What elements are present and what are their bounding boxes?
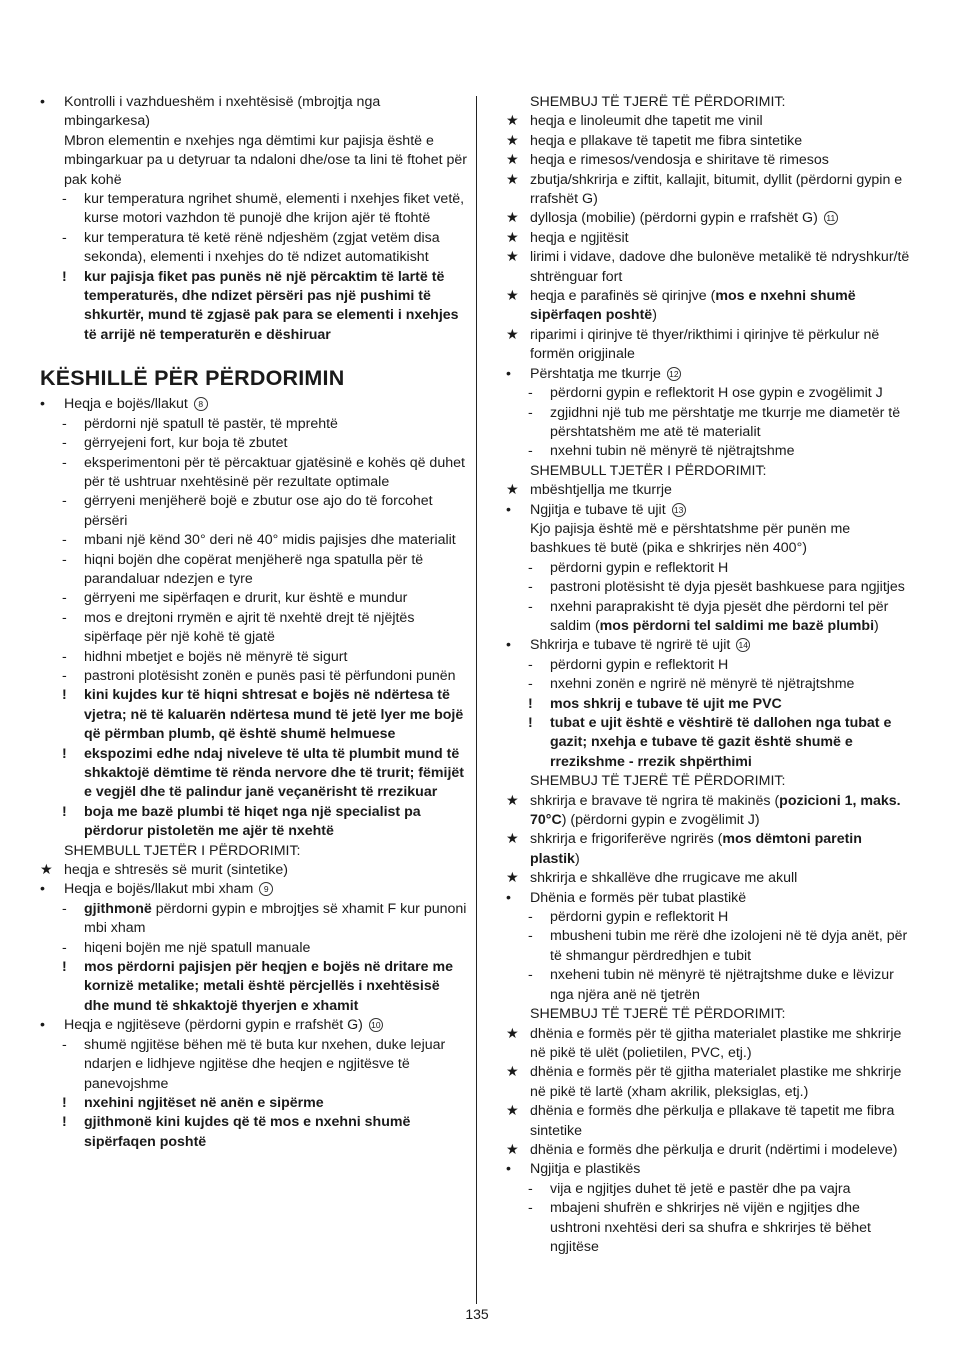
sub-item xyxy=(506,559,914,578)
example-item xyxy=(506,869,914,888)
paragraph xyxy=(40,842,468,861)
sub-item xyxy=(506,598,914,637)
list-marker: - xyxy=(528,1180,533,1197)
item-text: Dhënia e formës për tubat plastikë xyxy=(530,889,747,906)
list-marker: ★ xyxy=(506,831,519,848)
warning-item xyxy=(40,958,468,1016)
example-item xyxy=(506,481,914,500)
item-text: SHEMBULL TJETËR I PËRDORIMIT: xyxy=(64,842,301,859)
warning-item xyxy=(40,803,468,842)
sub-item xyxy=(40,454,468,493)
list-marker: - xyxy=(62,900,67,917)
list-marker: - xyxy=(528,909,533,926)
list-marker: • xyxy=(40,881,45,898)
warning-item xyxy=(506,714,914,772)
item-text: Mbron elementin e nxehjes nga dëmtimi kur pajisja është e mbingarkuar pa u detyruar ta ndaloni dhe/ose ta lini të ftohet për pak kohë xyxy=(64,132,468,188)
item-text: zgjidhni një tub me përshtatje me tkurrje me diametër të përshtatshëm me atë të materialit xyxy=(550,404,901,440)
list-marker: ! xyxy=(62,745,67,762)
item-text: lirimi i vidave, dadove dhe bulonëve metalikë të ndryshkur/të shtrënguar fort xyxy=(530,249,910,285)
list-marker: ★ xyxy=(506,870,519,887)
item-text: nxehni zonën e ngrirë në mënyrë të njëtrajtshme xyxy=(550,676,855,693)
item-text: gërryeni menjëherë bojë e zbutur ose ajo do të forcohet përsëri xyxy=(84,493,433,529)
sub-item xyxy=(40,589,468,608)
list-marker: ★ xyxy=(506,288,519,305)
item-text: shkrirja e frigoriferëve ngrirës (mos dëmtoni paretin plastik) xyxy=(530,831,862,867)
list-marker: ★ xyxy=(506,113,519,130)
figure-reference-number: 10 xyxy=(369,1018,383,1032)
list-marker: ★ xyxy=(506,229,519,246)
item-text: mos përdorni pajisjen për heqjen e bojës në dritare me kornizë metalike; metali është përcjellës i nxehtësisë dhe mund të shkaktojë thyerjen e xhamit xyxy=(84,959,453,1014)
item-text: kini kujdes kur të hiqni shtresat e bojës në ndërtesa të vjetra; në të kaluarën ndërtesa mund të jetë lyer me bojë që përmban plumb, që është shumë helmuese xyxy=(84,687,464,743)
item-text: kur temperatura ngrihet shumë, elementi i nxehjes fiket vetë, kurse motori vazhdon të punojë dhe krijon ajër të ftohtë xyxy=(84,191,465,227)
example-item xyxy=(506,1102,914,1141)
item-text: SHEMBUJ TË TJERË TË PËRDORIMIT: xyxy=(530,94,786,110)
warning-item xyxy=(40,745,468,803)
list-marker: ! xyxy=(62,1094,67,1111)
item-text: Heqja e bojës/llakut xyxy=(64,396,188,413)
item-text: SHEMBULL TJETËR I PËRDORIMIT: xyxy=(530,462,767,479)
item-text: Heqja e ngjitëseve (përdorni gypin e rrafshët G) xyxy=(64,1017,363,1034)
item-text: SHEMBUJ TË TJERË TË PËRDORIMIT: xyxy=(530,773,786,790)
warning-item xyxy=(40,268,468,346)
list-marker: - xyxy=(62,609,67,626)
list-marker: ★ xyxy=(506,1025,519,1042)
warning-item xyxy=(40,1094,468,1113)
item-text: shkrirja e bravave të ngrira të makinës (pozicioni 1, maks. 70°C) (përdorni gypin e zvogëlimit J) xyxy=(530,792,901,829)
list-marker: - xyxy=(62,939,67,956)
list-marker: • xyxy=(40,94,45,110)
example-item xyxy=(40,861,468,880)
sub-item xyxy=(40,492,468,531)
item-text: gërryeni me sipërfaqen e drurit, kur është e mundur xyxy=(84,590,408,607)
item-text: ekspozimi edhe ndaj niveleve të ulta të plumbit mund të shkaktojë dëmtime të rënda nervore dhe të trurit; fëmijët e vegjël dhe të palindur janë veçanërisht të rrezikuar xyxy=(84,745,465,801)
list-marker: ★ xyxy=(506,249,519,266)
list-marker: ! xyxy=(62,687,67,704)
item-text: nxehni tubin në mënyrë të njëtrajtshme xyxy=(550,443,795,460)
list-marker: - xyxy=(62,532,67,549)
item-text: heqja e pllakave të tapetit me fibra sintetike xyxy=(530,132,803,149)
item-text: heqja e linoleumit dhe tapetit me vinil xyxy=(530,113,763,130)
column-divider xyxy=(476,96,477,1304)
bullet-item xyxy=(40,880,468,899)
list-marker: • xyxy=(506,889,511,906)
item-text: gjithmonë kini kujdes që të mos e nxehni shumë sipërfaqen poshtë xyxy=(84,1114,411,1150)
figure-reference-number: 8 xyxy=(194,397,208,411)
item-text: nxehini ngjitëset në anën e sipërme xyxy=(84,1094,324,1111)
item-text: Kjo pajisja është më e përshtatshme për punën me bashkues të butë (pika e shkrirjes nën 400°) xyxy=(530,520,851,557)
sub-item xyxy=(506,1199,914,1257)
list-marker: ★ xyxy=(506,152,519,169)
item-text: boja me bazë plumbi të hiqet nga një specialist pa përdorur pistoletën me ajër të nxehtë xyxy=(84,803,421,840)
sub-item xyxy=(40,551,468,590)
item-text: mos shkrij e tubave të ujit me PVC xyxy=(550,695,782,712)
figure-reference-number: 13 xyxy=(672,503,686,517)
list-marker: ! xyxy=(62,959,67,976)
item-text: heqja e rimesos/vendosja e shiritave të rimesos xyxy=(530,152,829,169)
example-item xyxy=(506,248,914,287)
item-text: Ngjitja e tubave të ujit xyxy=(530,501,666,518)
paragraph xyxy=(506,1005,914,1024)
item-text: vija e ngjitjes duhet të jetë e pastër dhe pa vajra xyxy=(550,1180,851,1197)
list-marker: - xyxy=(528,967,533,984)
item-text: heqja e parafinës së qirinjve (mos e nxehni shumë sipërfaqen poshtë) xyxy=(530,288,856,324)
sub-item xyxy=(506,927,914,966)
list-marker: ★ xyxy=(506,1064,519,1081)
paragraph xyxy=(506,520,914,559)
list-marker: - xyxy=(62,454,67,471)
left-column xyxy=(40,93,468,1152)
item-text: Shkrirja e tubave të ngrirë të ujit xyxy=(530,637,731,654)
list-marker: - xyxy=(528,579,533,596)
item-text: përdorni gypin e reflektorit H ose gypin e zvogëlimit J xyxy=(550,385,883,402)
example-item xyxy=(506,112,914,131)
example-item xyxy=(506,792,914,831)
bullet-item xyxy=(506,365,914,384)
list-marker: - xyxy=(62,229,67,246)
list-marker: ★ xyxy=(506,482,519,499)
item-text: mbajeni shufrën e shkrirjes në vijën e ngjitjes dhe ushtroni nxehtësi deri sa shufra e shkrirjes të bëhet ngjitëse xyxy=(550,1200,871,1255)
item-text: nxeheni tubin në mënyrë të njëtrajtshme duke e lëvizur nga njëra anë në tjetrën xyxy=(550,967,894,1003)
sub-item xyxy=(40,609,468,648)
item-text: mbështjellja me tkurrje xyxy=(530,482,672,499)
item-text: mos e drejtoni rrymën e ajrit të nxehtë drejt të njëjtës sipërfaqe për një kohë të gjatë xyxy=(84,609,415,646)
item-text: zbutja/shkrirja e ziftit, kallajit, bitumit, dyllit (përdorni gypin e rrafshët G) xyxy=(530,171,903,208)
list-marker: • xyxy=(40,396,45,413)
item-text: dyllosja (mobilie) (përdorni gypin e rrafshët G) xyxy=(530,210,818,227)
item-text: heqja e shtresës së murit (sintetike) xyxy=(64,862,288,879)
list-marker: - xyxy=(62,648,67,665)
list-marker: • xyxy=(506,637,511,654)
list-marker: - xyxy=(62,590,67,607)
item-text: kur temperatura të ketë rënë ndjeshëm (zgjat vetëm disa sekonda), elementi i nxehjes do të ndizet automatikisht xyxy=(84,229,440,266)
item-text: mbusheni tubin me rërë dhe izolojeni në të dyja anët, për të shmangur përdredhjen e tubit xyxy=(550,928,908,964)
list-marker: ! xyxy=(528,715,533,731)
item-text: kur pajisja fiket pas punës në një përcaktim të lartë të temperaturës, dhe ndizet përsëri pas një pushimi të shkurtër, mund të zgjasë pak para se elementi i nxehjes të arrijë në temperaturën e dëshiruar xyxy=(84,268,459,343)
list-marker: ★ xyxy=(506,326,519,343)
bullet-item xyxy=(506,501,914,520)
item-text: pastroni plotësisht zonën e punës pasi të përfundoni punën xyxy=(84,667,456,684)
sub-item xyxy=(506,442,914,461)
item-text: nxehni paraprakisht të dyja pjesët dhe përdorni tel për saldim (mos përdorni tel saldimi me bazë plumbi) xyxy=(550,598,889,634)
warning-item xyxy=(40,1113,468,1152)
list-marker: • xyxy=(506,1161,511,1178)
item-text: mbani një kënd 30° deri në 40° midis pajisjes dhe materialit xyxy=(84,532,456,549)
list-marker: - xyxy=(528,404,533,421)
list-marker: - xyxy=(62,435,67,452)
item-text: shumë ngjitëse bëhen më të buta kur nxehen, duke lejuar ndarjen e lidhjeve ngjitëse dhe heqjen e ngjitësve të panevojshme xyxy=(84,1036,446,1092)
bullet-item xyxy=(506,889,914,908)
list-marker: - xyxy=(62,551,67,568)
list-marker: • xyxy=(506,501,511,518)
item-text: Përshtatja me tkurrje xyxy=(530,365,661,382)
paragraph xyxy=(506,93,914,112)
list-marker: - xyxy=(62,493,67,510)
item-text: Ngjitja e plastikës xyxy=(530,1161,641,1178)
list-marker: ★ xyxy=(506,210,519,227)
sub-item xyxy=(506,384,914,403)
list-marker: - xyxy=(528,443,533,460)
item-text: hiqni bojën dhe copërat menjëherë nga spatulla për të parandaluar ndezjen e tyre xyxy=(84,551,424,587)
list-marker: • xyxy=(506,365,511,382)
item-text: shkrirja e shkallëve dhe rrugicave me akull xyxy=(530,870,798,887)
item-text: hiqeni bojën me një spatull manuale xyxy=(84,939,311,956)
item-text: dhënia e formës për të gjitha materialet plastike me shkrirje në pikë të ulët (polietilen, PVC, etj.) xyxy=(530,1025,902,1061)
figure-reference-number: 9 xyxy=(259,882,273,896)
sub-item xyxy=(40,648,468,667)
sub-item xyxy=(506,966,914,1005)
list-marker: - xyxy=(528,676,533,693)
list-marker: - xyxy=(528,928,533,945)
item-text: pastroni plotësisht të dyja pjesët bashkuese para ngjitjes xyxy=(550,579,905,596)
right-column xyxy=(506,93,914,1257)
list-marker: ★ xyxy=(506,1103,519,1120)
item-text: dhënia e formës dhe përkulja e drurit (ndërtimi i modeleve) xyxy=(530,1141,898,1158)
paragraph xyxy=(506,772,914,791)
list-marker: - xyxy=(62,1036,67,1053)
bullet-item xyxy=(506,1160,914,1179)
page-number: 135 xyxy=(465,1306,489,1322)
list-marker: - xyxy=(62,415,67,432)
example-item xyxy=(506,132,914,151)
figure-reference-number: 11 xyxy=(824,211,838,225)
sub-item xyxy=(40,434,468,453)
list-marker: - xyxy=(528,1200,533,1217)
list-marker: - xyxy=(62,667,67,684)
paragraph xyxy=(40,132,468,190)
example-item xyxy=(506,326,914,365)
list-marker: - xyxy=(528,598,533,615)
example-item xyxy=(506,209,914,228)
sub-item xyxy=(40,1036,468,1094)
warning-item xyxy=(506,695,914,714)
list-marker: - xyxy=(528,656,533,673)
sub-item xyxy=(40,939,468,958)
bullet-item xyxy=(40,1016,468,1035)
sub-item xyxy=(506,578,914,597)
item-text: përdorni një spatull të pastër, të mprehtë xyxy=(84,415,338,432)
item-text: hidhni mbetjet e bojës në mënyrë të sigurt xyxy=(84,648,348,665)
bullet-item xyxy=(40,395,468,414)
list-marker: ! xyxy=(62,268,67,285)
example-item xyxy=(506,830,914,869)
list-marker: ★ xyxy=(506,171,519,188)
item-text: gërryejeni fort, kur boja të zbutet xyxy=(84,435,288,452)
item-text: riparimi i qirinjve të thyer/rikthimi i qirinjve të përkulur në formën origjinale xyxy=(530,326,880,363)
sub-item xyxy=(506,675,914,694)
sub-item xyxy=(506,908,914,927)
list-marker: - xyxy=(528,385,533,402)
figure-reference-number: 14 xyxy=(736,638,750,652)
sub-item xyxy=(40,190,468,229)
item-text: eksperimentoni për të përcaktuar gjatësinë e kohës që duhet për të ushtruar nxehtësinë për rezultate optimale xyxy=(84,454,465,490)
list-marker: ! xyxy=(528,695,533,712)
figure-reference-number: 12 xyxy=(667,367,681,381)
item-text: dhënia e formës dhe përkulja e pllakave të tapetit me fibra sintetike xyxy=(530,1103,895,1139)
list-marker: ! xyxy=(62,1114,67,1131)
item-text: heqja e ngjitësit xyxy=(530,229,629,246)
bullet-item xyxy=(506,636,914,655)
list-marker: ★ xyxy=(506,132,519,149)
item-text: SHEMBUJ TË TJERË TË PËRDORIMIT: xyxy=(530,1006,786,1023)
sub-item xyxy=(40,667,468,686)
bullet-item xyxy=(40,93,468,132)
list-marker: ! xyxy=(62,803,67,820)
list-marker: ★ xyxy=(40,862,53,879)
item-text: përdorni gypin e reflektorit H xyxy=(550,656,729,673)
sub-item xyxy=(40,900,468,939)
paragraph xyxy=(506,462,914,481)
sub-item xyxy=(506,404,914,443)
example-item xyxy=(506,229,914,248)
item-text: përdorni gypin e reflektorit H xyxy=(550,909,729,926)
example-item xyxy=(506,1141,914,1160)
sub-item xyxy=(506,656,914,675)
list-marker: ★ xyxy=(506,792,519,809)
list-marker: ★ xyxy=(506,1141,519,1158)
list-marker: • xyxy=(40,1017,45,1034)
sub-item xyxy=(506,1180,914,1199)
item-text: dhënia e formës për të gjitha materialet plastike me shkrirje në pikë të lartë (xham akrilik, pleksiglas, etj.) xyxy=(530,1064,902,1100)
warning-item xyxy=(40,686,468,744)
section-heading: KËSHILLË PËR PËRDORIMIN xyxy=(40,366,345,391)
example-item xyxy=(506,1063,914,1102)
item-text: gjithmonë përdorni gypin e mbrojtjes së xhamit F kur punoni mbi xham xyxy=(84,900,467,937)
list-marker: - xyxy=(528,559,533,576)
item-text: përdorni gypin e reflektorit H xyxy=(550,559,729,576)
item-text: Kontrolli i vazhdueshëm i nxehtësisë (mbrojtja nga mbingarkesa) xyxy=(64,94,381,130)
example-item xyxy=(506,287,914,326)
sub-item xyxy=(40,531,468,550)
example-item xyxy=(506,1025,914,1064)
item-text: tubat e ujit është e vështirë të dallohen nga tubat e gazit; nxehja e tubave të gazit është shumë e rrezikshme - rrezik shpërthimi xyxy=(550,715,892,770)
sub-item xyxy=(40,229,468,268)
item-text: Heqja e bojës/llakut mbi xham xyxy=(64,881,254,898)
example-item xyxy=(506,171,914,210)
sub-item xyxy=(40,415,468,434)
list-marker: - xyxy=(62,191,67,208)
example-item xyxy=(506,151,914,170)
